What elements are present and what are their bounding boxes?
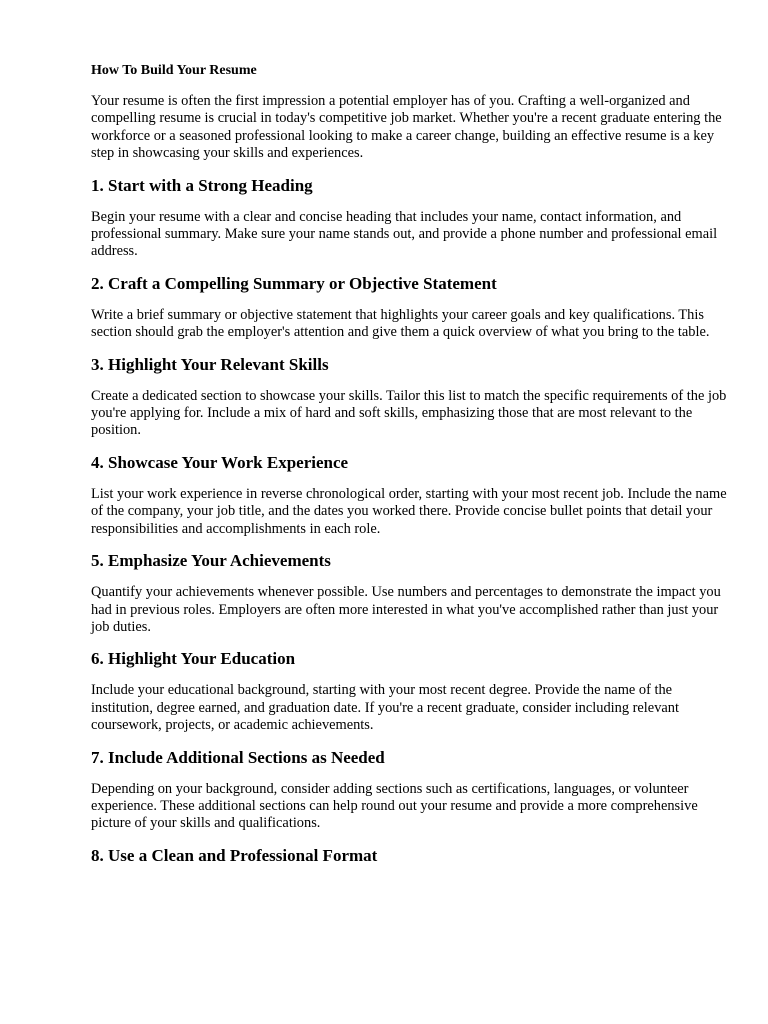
section-body: Begin your resume with a clear and concise heading that includes your name, contact information, and professional summary. Make sure your name stands out, and provide a phone number and professional email address. (91, 208, 718, 260)
section-body: Include your educational background, starting with your most recent degree. Provide the name of the institution, degree earned, and graduation date. If you're a recent graduate, consider including relevant coursework, projects, or academic achievements. (91, 682, 679, 734)
document-title: How To Build Your Resume (91, 63, 257, 78)
section-1 (91, 176, 731, 261)
section-heading: 8. Use a Clean and Professional Format (91, 845, 378, 865)
section-5 (91, 551, 731, 636)
section-heading: 1. Start with a Strong Heading (91, 175, 313, 195)
section-2 (91, 274, 731, 342)
section-3 (91, 355, 731, 440)
section-4 (91, 453, 731, 538)
intro-paragraph: Your resume is often the first impression a potential employer has of you. Crafting a well-organized and compelling resume is crucial in today's competitive job market. Whether you're a recent graduate entering the workforce or a seasoned professional looking to make a career change, building an effective resume is a key step in showcasing your skills and experiences. (91, 93, 722, 162)
section-heading: 6. Highlight Your Education (91, 649, 296, 669)
section-heading: 2. Craft a Compelling Summary or Objective Statement (91, 273, 497, 293)
section-body: Quantify your achievements whenever possible. Use numbers and percentages to demonstrate the impact you had in previous roles. Employers are often more interested in what you've accomplished rather than just your job duties. (91, 584, 721, 635)
section-body: List your work experience in reverse chronological order, starting with your most recent job. Include the name of the company, your job title, and the dates you worked there. Provide concise bullet points that detail your responsibilities and accomplishments in each role. (91, 485, 727, 537)
section-7 (91, 748, 731, 833)
section-6 (91, 649, 731, 734)
section-body: Write a brief summary or objective statement that highlights your career goals and key qualifications. This section should grab the employer's attention and give them a quick overview of what you bring to the table. (91, 306, 710, 341)
section-body: Depending on your background, consider adding sections such as certifications, languages, or volunteer experience. These additional sections can help round out your resume and provide a more comprehensive picture of your skills and qualifications. (91, 780, 698, 832)
section-heading: 3. Highlight Your Relevant Skills (91, 354, 329, 374)
document-page (91, 62, 731, 879)
section-8 (91, 846, 731, 866)
section-heading: 5. Emphasize Your Achievements (91, 551, 331, 571)
section-body: Create a dedicated section to showcase your skills. Tailor this list to match the specific requirements of the job you're applying for. Include a mix of hard and soft skills, emphasizing those that are most relevant to the position. (91, 387, 727, 439)
section-heading: 7. Include Additional Sections as Needed (91, 747, 385, 767)
section-heading: 4. Showcase Your Work Experience (91, 452, 349, 472)
